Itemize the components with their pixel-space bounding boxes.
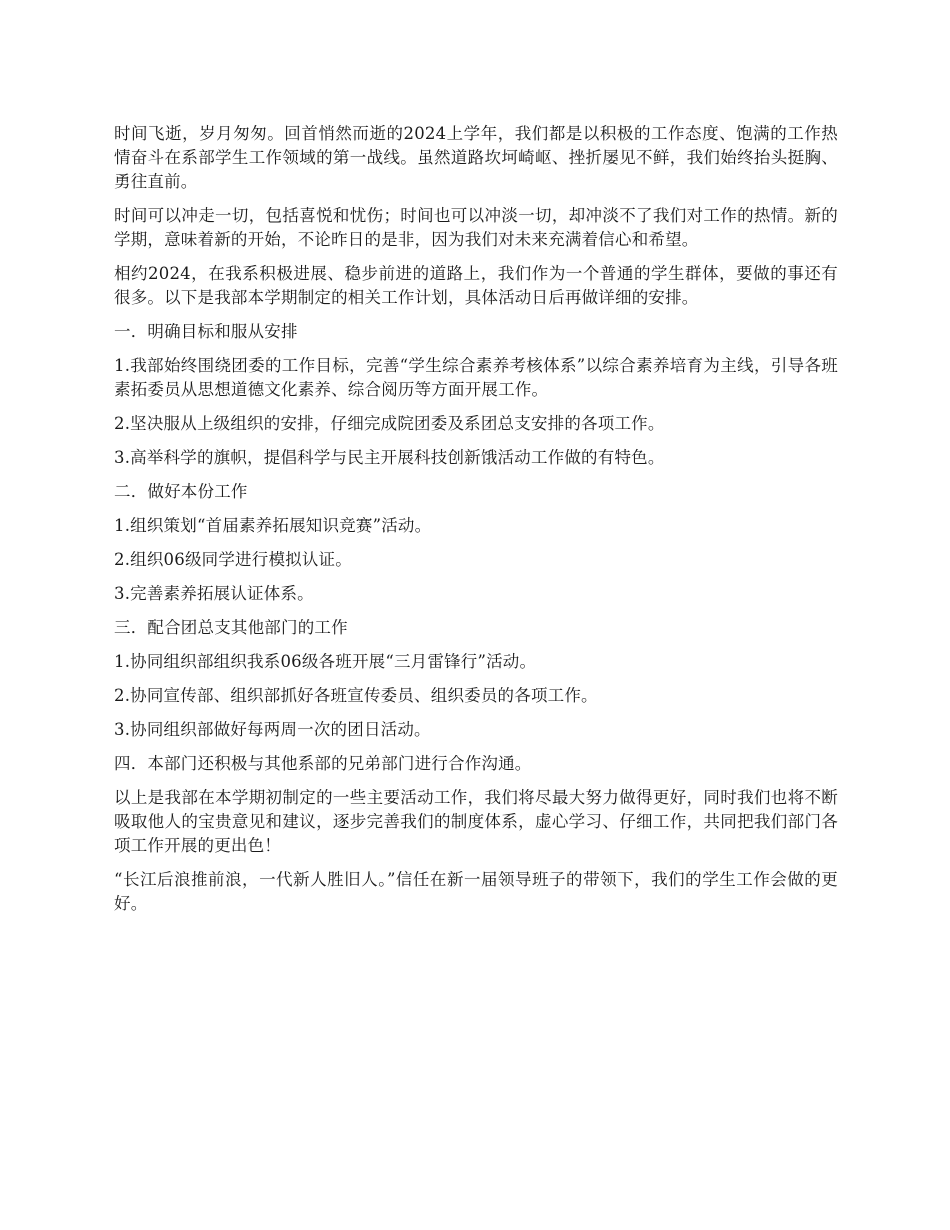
section2-item-3: 3.完善素养拓展认证体系。 (114, 584, 314, 603)
section2-item-1: 1.组织策划“首届素养拓展知识竞赛”活动。 (114, 516, 432, 535)
section3-item-3: 3.协同组织部做好每两周一次的团日活动。 (114, 720, 431, 739)
intro-paragraph-3: 相约2024，在我系积极进展、稳步前进的道路上，我们作为一个普通的学生群体，要做的事还有很多。以下是我部本学期制定的相关工作计划，具体活动日后再做详细的安排。 (114, 264, 838, 307)
intro-paragraph-2: 时间可以冲走一切，包括喜悦和忧伤；时间也可以冲淡一切，却冲淡不了我们对工作的热情。新的学期，意味着新的开始，不论昨日的是非，因为我们对未来充满着信心和希望。 (114, 206, 838, 249)
section1-item-1: 1.我部始终围绕团委的工作目标，完善“学生综合素养考核体系”以综合素养培育为主线，引导各班素拓委员从思想道德文化素养、综合阅历等方面开展工作。 (114, 356, 838, 399)
section1-item-2: 2.坚决服从上级组织的安排，仔细完成院团委及系团总支安排的各项工作。 (114, 414, 665, 433)
section2-item-2: 2.组织06级同学进行模拟认证。 (114, 550, 352, 569)
section-heading-3: 三．配合团总支其他部门的工作 (114, 618, 348, 637)
section3-item-2: 2.协同宣传部、组织部抓好各班宣传委员、组织委员的各项工作。 (114, 686, 598, 705)
section3-item-1: 1.协同组织部组织我系06级各班开展“三月雷锋行”活动。 (114, 652, 537, 671)
closing-paragraph-1: 以上是我部在本学期初制定的一些主要活动工作，我们将尽最大努力做得更好，同时我们也将不断吸取他人的宝贵意见和建议，逐步完善我们的制度体系，虚心学习、仔细工作，共同把我们部门各项工作开展的更出色！ (114, 788, 838, 855)
section1-item-3: 3.高举科学的旗帜，提倡科学与民主开展科技创新饿活动工作做的有特色。 (114, 448, 665, 467)
closing-paragraph-2: “长江后浪推前浪，一代新人胜旧人。”信任在新一届领导班子的带领下，我们的学生工作会做的更好。 (114, 870, 838, 913)
section-heading-4: 四．本部门还积极与其他系部的兄弟部门进行合作沟通。 (114, 754, 532, 773)
section-heading-2: 二．做好本份工作 (114, 482, 248, 501)
document-body (114, 122, 838, 926)
intro-paragraph-1: 时间飞逝，岁月匆匆。回首悄然而逝的2024上学年，我们都是以积极的工作态度、饱满的工作热情奋斗在系部学生工作领域的第一战线。虽然道路坎坷崎岖、挫折屡见不鲜，我们始终抬头挺胸、勇往直前。 (114, 124, 838, 191)
section-heading-1: 一．明确目标和服从安排 (114, 322, 298, 341)
